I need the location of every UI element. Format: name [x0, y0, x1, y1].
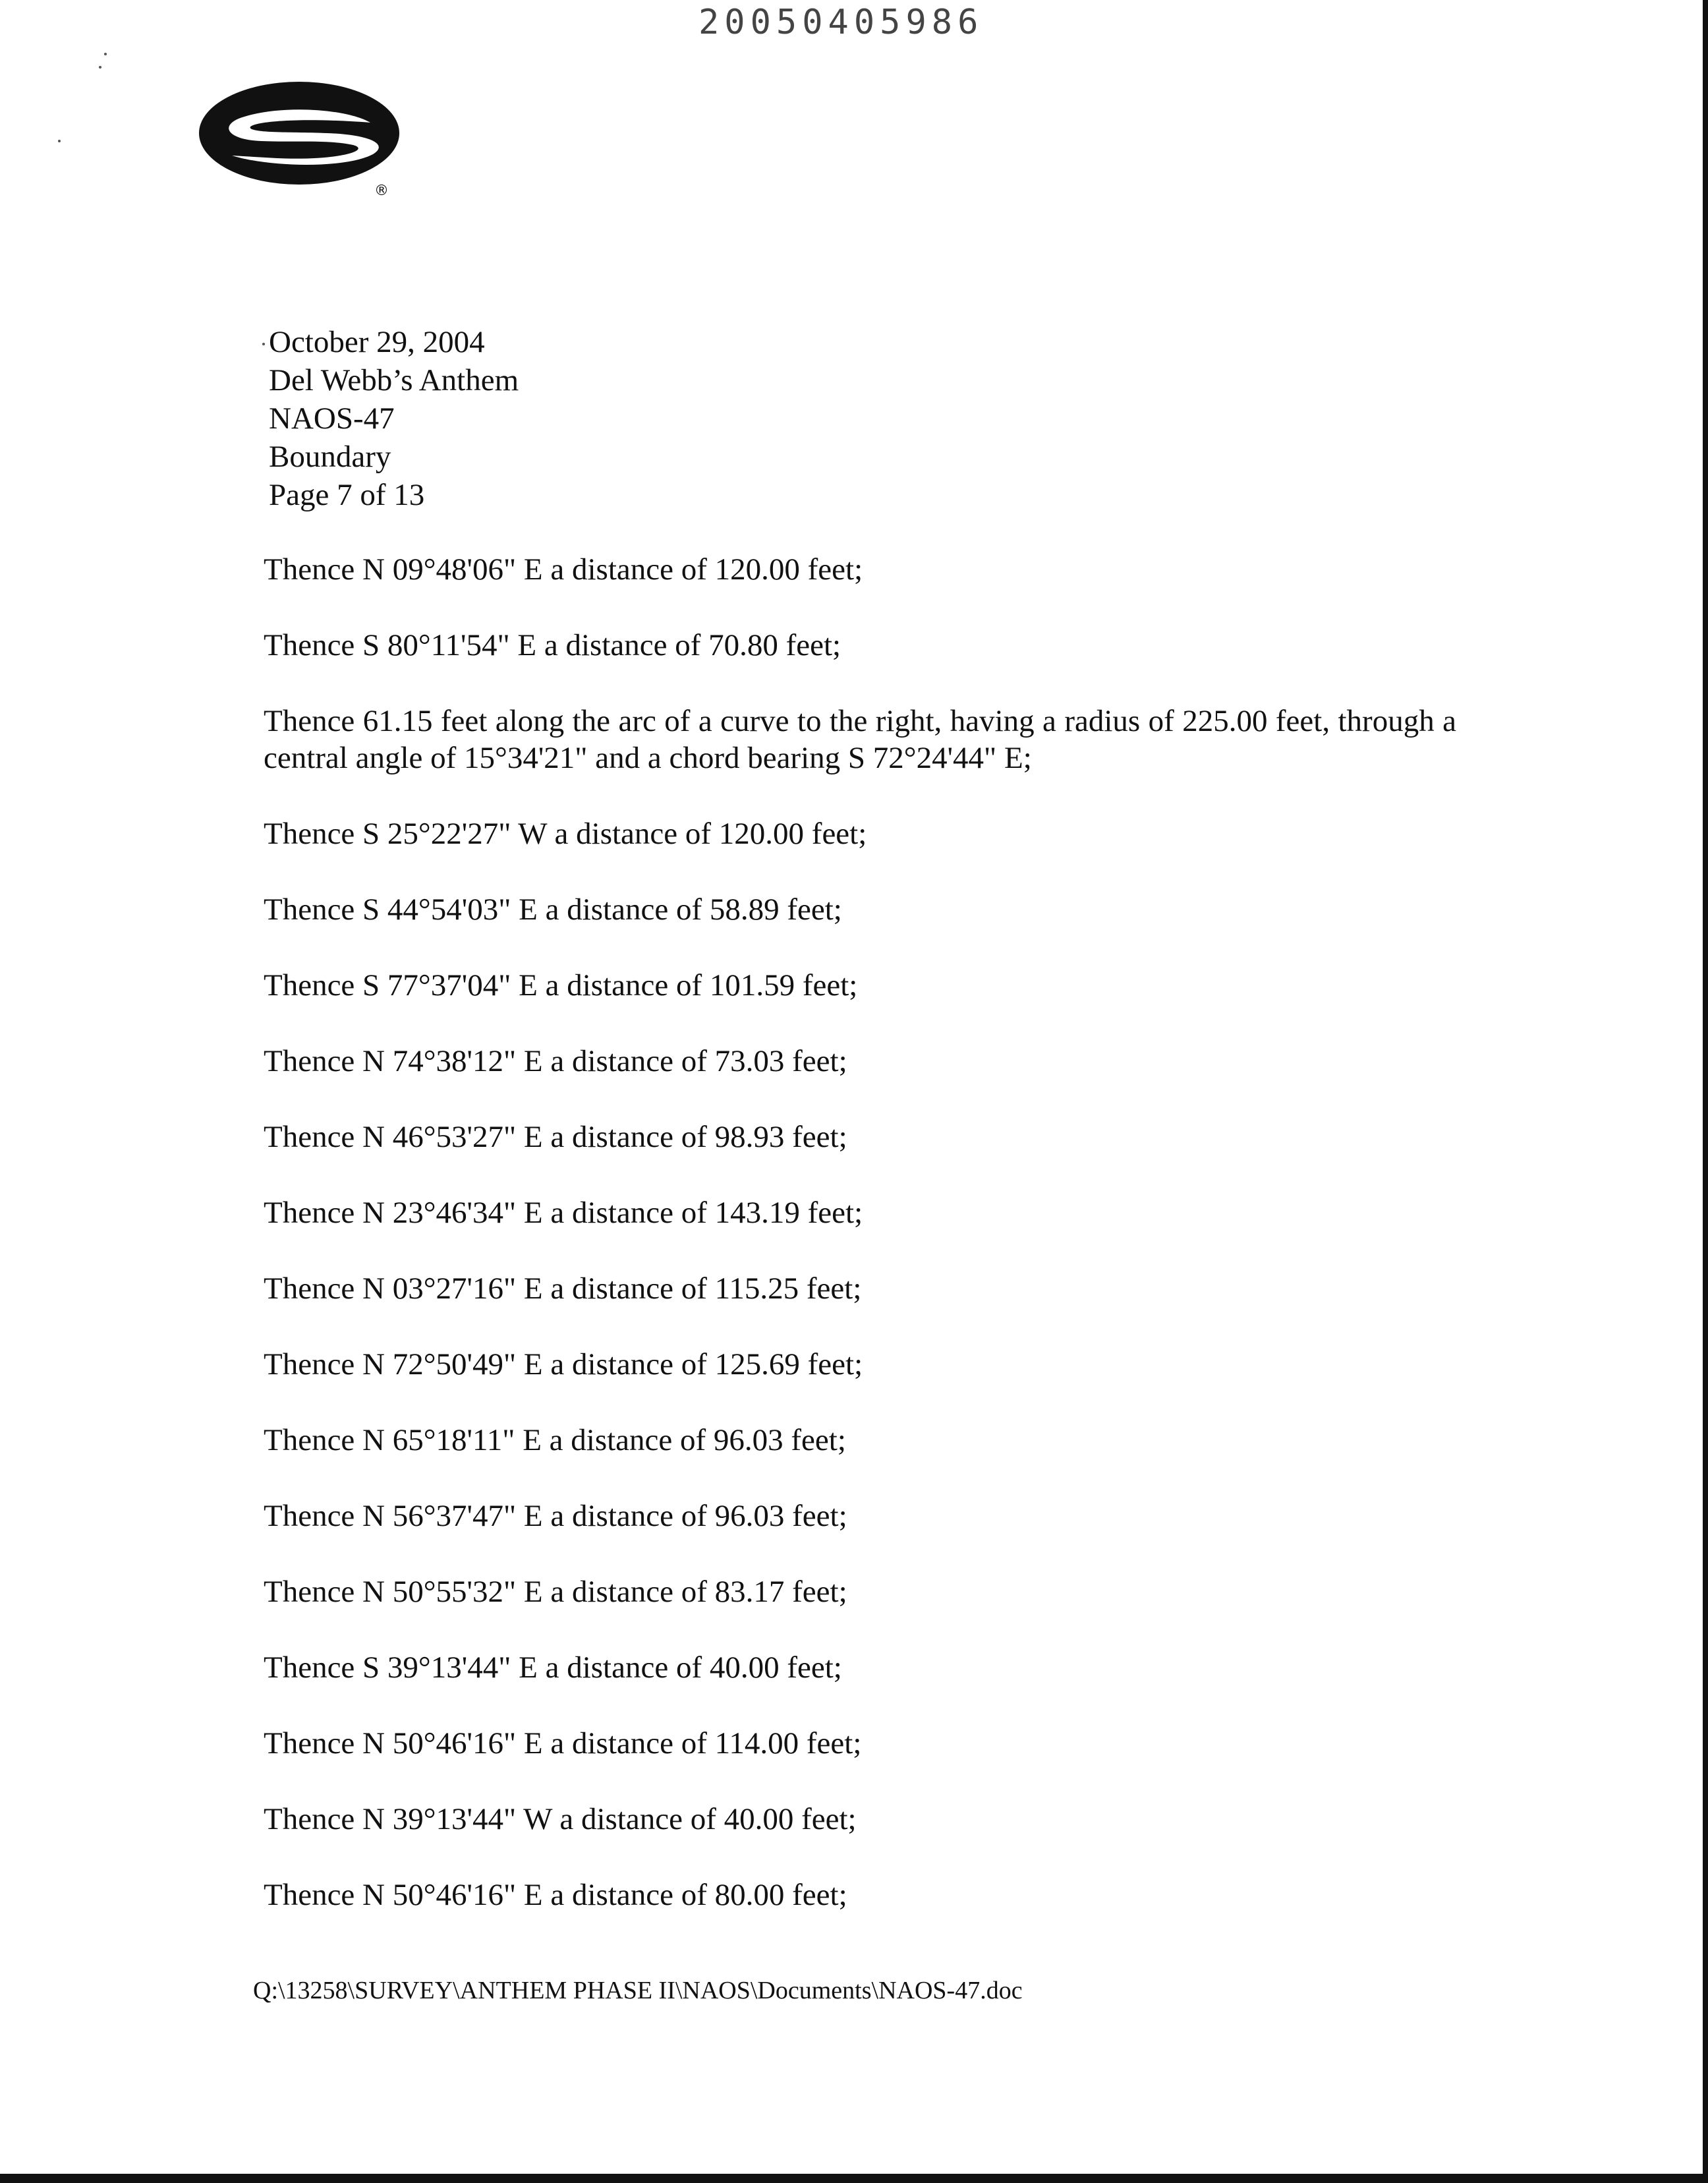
header-parcel: NAOS-47: [269, 401, 395, 436]
boundary-course: Thence N 23°46'34" E a distance of 143.19 feet;: [264, 1196, 863, 1230]
boundary-course: Thence N 72°50'49" E a distance of 125.69 feet;: [264, 1347, 863, 1382]
boundary-course: Thence N 39°13'44" W a distance of 40.00 feet;: [264, 1802, 857, 1836]
scan-edge-right: [1703, 0, 1708, 2183]
boundary-course: Thence S 25°22'27" W a distance of 120.00 feet;: [264, 817, 867, 851]
document-number: 20050405986: [698, 3, 984, 42]
boundary-course: Thence S 44°54'03" E a distance of 58.89 feet;: [264, 892, 842, 927]
boundary-course: Thence S 80°11'54" E a distance of 70.80 feet;: [264, 628, 841, 662]
s-oval-logo-icon: [198, 79, 409, 198]
scan-speck: [58, 140, 61, 142]
boundary-course-curve: Thence 61.15 feet along the arc of a curve to the right, having a radius of 225.00 feet, through a central angle of 15°34'21" and a chord bearing S 72°24'44" E;: [264, 704, 1456, 775]
boundary-course: Thence N 74°38'12" E a distance of 73.03 feet;: [264, 1044, 847, 1078]
scan-speck: [99, 66, 101, 69]
header-subject: Boundary: [269, 440, 391, 474]
boundary-course: Thence N 46°53'27" E a distance of 98.93 feet;: [264, 1120, 847, 1154]
letter-header: [269, 323, 519, 514]
scan-speck: [262, 343, 265, 345]
boundary-course: Thence N 03°27'16" E a distance of 115.25 feet;: [264, 1271, 862, 1306]
header-date: October 29, 2004: [269, 325, 485, 359]
header-page-number: Page 7 of 13: [269, 478, 425, 512]
boundary-course-list: [264, 551, 1456, 1952]
footer-file-path: Q:\13258\SURVEY\ANTHEM PHASE II\NAOS\Documents\NAOS-47.doc: [253, 1977, 1023, 2004]
header-project: Del Webb’s Anthem: [269, 363, 519, 397]
boundary-course: Thence N 56°37'47" E a distance of 96.03 feet;: [264, 1499, 847, 1533]
boundary-course: Thence N 65°18'11" E a distance of 96.03 feet;: [264, 1423, 846, 1457]
boundary-course: Thence N 50°46'16" E a distance of 80.00 feet;: [264, 1878, 847, 1912]
boundary-course: Thence N 09°48'06" E a distance of 120.00 feet;: [264, 552, 863, 587]
boundary-course: Thence S 39°13'44" E a distance of 40.00 feet;: [264, 1650, 842, 1685]
scan-edge-bottom: [0, 2174, 1708, 2183]
boundary-course: Thence S 77°37'04" E a distance of 101.59 feet;: [264, 968, 858, 1003]
registered-mark: ®: [374, 183, 389, 198]
boundary-course: Thence N 50°55'32" E a distance of 83.17 feet;: [264, 1575, 847, 1609]
scan-speck: [104, 53, 107, 55]
boundary-course: Thence N 50°46'16" E a distance of 114.00 feet;: [264, 1726, 862, 1761]
